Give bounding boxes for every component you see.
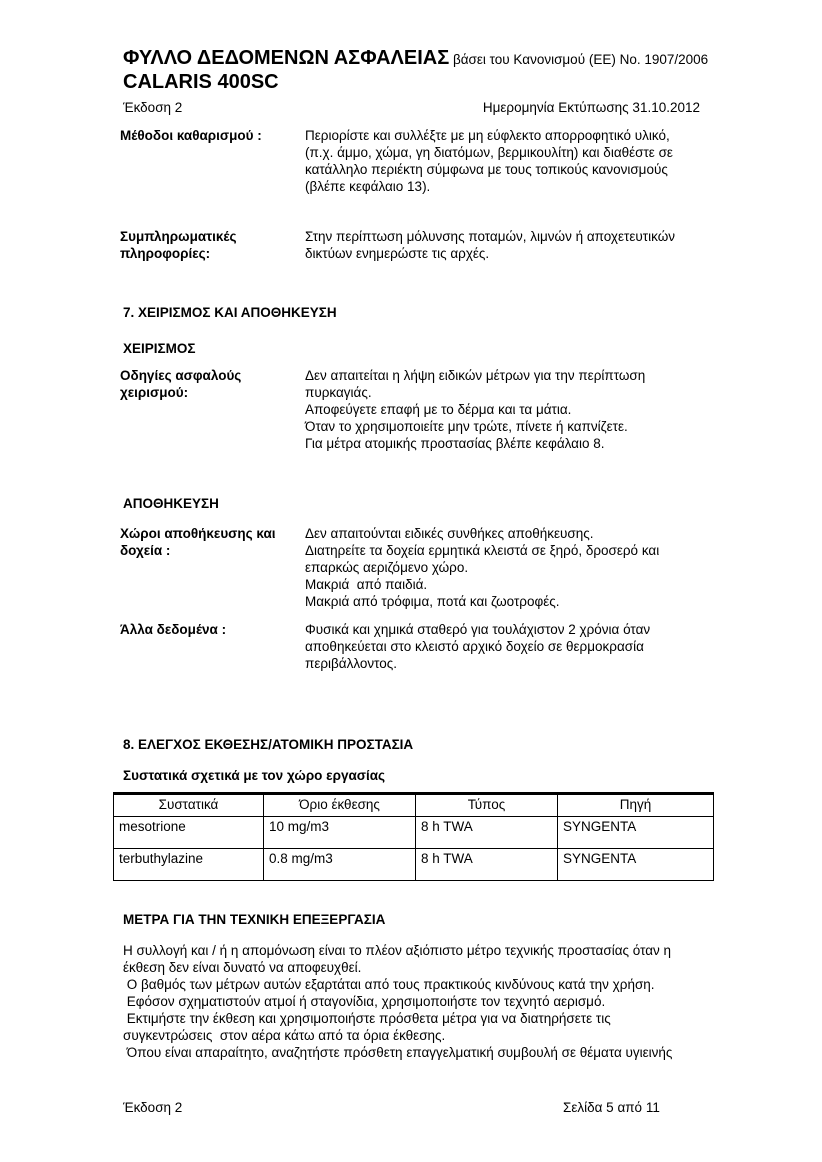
field-label: Οδηγίες ασφαλούς χειρισμού: [120, 368, 242, 400]
cell-component: mesotrione [114, 817, 264, 849]
text-line: Διατηρείτε τα δοχεία ερμητικά κλειστά σε ξηρό, δροσερό και [305, 543, 660, 558]
text-line: Στην περίπτωση μόλυνσης ποταμών, λιμνών ή αποχετευτικών [305, 229, 675, 244]
text-line: δικτύων ενημερώστε τις αρχές. [305, 246, 490, 261]
text-line: Για μέτρα ατομικής προστασίας βλέπε κεφάλαιο 8. [305, 436, 605, 451]
text-line: Όπου είναι απαραίτητο, αναζητήστε πρόσθετη επαγγελματική συμβουλή σε θέματα υγιεινής [123, 1045, 673, 1060]
handling-heading: ΧΕΙΡΙΣΜΟΣ [123, 341, 196, 356]
text-line: κατάλληλο περιέκτη σύμφωνα με τους τοπικούς κανονισμούς [305, 162, 668, 177]
text-line: έκθεση δεν είναι δυνατό να αποφευχθεί. [123, 960, 362, 975]
text-line: συγκεντρώσεις στον αέρα κάτω από τα όρια έκθεσης. [123, 1028, 446, 1043]
text-line: Περιορίστε και συλλέξτε με μη εύφλεκτο απορροφητικό υλικό, [305, 128, 670, 143]
col-header-source: Πηγή [558, 794, 714, 817]
text-line: Δεν απαιτείται η λήψη ειδικών μέτρων για την περίπτωση [305, 368, 646, 383]
table-row [114, 849, 714, 881]
field-value [305, 127, 710, 195]
text-line: Αποφεύγετε επαφή με το δέρμα και τα μάτια. [305, 402, 572, 417]
field-supplementary-info [120, 228, 710, 262]
table-row [114, 817, 714, 849]
cell-source: SYNGENTA [558, 817, 714, 849]
product-name: CALARIS 400SC [123, 71, 279, 93]
cell-type: 8 h TWA [416, 849, 558, 881]
table-header-row [114, 794, 714, 817]
document-type-title: ΦΥΛΛΟ ΔΕΔΟΜΕΝΩΝ ΑΣΦΑΛΕΙΑΣ [123, 47, 450, 69]
text-line: Μακριά από παιδιά. [305, 577, 428, 592]
cell-type: 8 h TWA [416, 817, 558, 849]
text-line: Μακριά από τρόφιμα, ποτά και ζωοτροφές. [305, 594, 560, 609]
text-line: (π.χ. άμμο, χώμα, γη διατόμων, βερμικουλίτη) και διαθέστε σε [305, 145, 673, 160]
field-other-data [120, 621, 710, 672]
version-date-row [123, 99, 700, 116]
text-line: επαρκώς αεριζόμενο χώρο. [305, 560, 469, 575]
footer-page-number: Σελίδα 5 από 11 [563, 1100, 660, 1115]
field-cleanup-methods [120, 127, 710, 195]
field-value [305, 525, 710, 610]
text-line: (βλέπε κεφάλαιο 13). [305, 179, 431, 194]
text-line: Η συλλογή και / ή η απομόνωση είναι το πλέον αξιόπιστο μέτρο τεχνικής προστασίας όταν η [123, 943, 672, 958]
field-value [305, 367, 710, 452]
field-label: Μέθοδοι καθαρισμού : [120, 128, 262, 143]
text-line: Όταν το χρησιμοποιείτε μην τρώτε, πίνετε ή καπνίζετε. [305, 419, 628, 434]
cell-component: terbuthylazine [114, 849, 264, 881]
section-8-title: 8. ΕΛΕΓΧΟΣ ΕΚΘΕΣΗΣ/ΑΤΟΜΙΚΗ ΠΡΟΣΤΑΣΙΑ [123, 737, 414, 752]
footer-version: Έκδοση 2 [123, 1100, 183, 1115]
workplace-components-subtitle: Συστατικά σχετικά με τον χώρο εργασίας [123, 768, 386, 783]
text-line: Φυσικά και χημικά σταθερό για τουλάχιστον 2 χρόνια όταν [305, 622, 651, 637]
cell-source: SYNGENTA [558, 849, 714, 881]
text-line: Εκτιμήστε την έκθεση και χρησιμοποιήστε πρόσθετα μέτρα για να διατηρήσετε τις [123, 1011, 611, 1026]
print-date: Ημερομηνία Εκτύπωσης 31.10.2012 [482, 100, 700, 115]
text-line: περιβάλλοντος. [305, 656, 398, 671]
cell-exposure-limit: 10 mg/m3 [264, 817, 416, 849]
cell-exposure-limit: 0.8 mg/m3 [264, 849, 416, 881]
field-label: Άλλα δεδομένα : [120, 622, 227, 637]
col-header-type: Τύπος [416, 794, 558, 817]
text-line: Εφόσον σχηματιστούν ατμοί ή σταγονίδια, χρησιμοποιήστε τον τεχνητό αερισμό. [123, 994, 606, 1009]
technical-measures-heading: ΜΕΤΡΑ ΓΙΑ ΤΗΝ ΤΕΧΝΙΚΗ ΕΠΕΞΕΡΓΑΣΙΑ [123, 912, 386, 927]
technical-measures-paragraph [123, 942, 713, 1061]
field-label: Χώροι αποθήκευσης και δοχεία : [120, 526, 276, 558]
storage-heading: ΑΠΟΘΗΚΕΥΣΗ [123, 496, 219, 511]
exposure-limits-table [113, 792, 714, 881]
field-label: Συμπληρωματικές πληροφορίες: [120, 229, 237, 261]
regulation-reference: βάσει του Κανονισμού (ΕΕ) No. 1907/2006 [452, 52, 709, 67]
text-line: Ο βαθμός των μέτρων αυτών εξαρτάται από τους πρακτικούς κινδύνους κατά την χρήση. [123, 977, 655, 992]
field-value [305, 228, 710, 262]
document-header [123, 46, 723, 70]
col-header-components: Συστατικά [114, 794, 264, 817]
field-storage-areas [120, 525, 710, 610]
field-safe-handling [120, 367, 710, 452]
version-label: Έκδοση 2 [123, 100, 183, 115]
field-value [305, 621, 710, 672]
section-7-title: 7. ΧΕΙΡΙΣΜΟΣ ΚΑΙ ΑΠΟΘΗΚΕΥΣΗ [123, 305, 337, 320]
text-line: πυρκαγιάς. [305, 385, 372, 400]
text-line: Δεν απαιτούνται ειδικές συνθήκες αποθήκευσης. [305, 526, 594, 541]
text-line: αποθηκεύεται στο κλειστό αρχικό δοχείο σε θερμοκρασία [305, 639, 644, 654]
col-header-exposure-limit: Όριο έκθεσης [264, 794, 416, 817]
